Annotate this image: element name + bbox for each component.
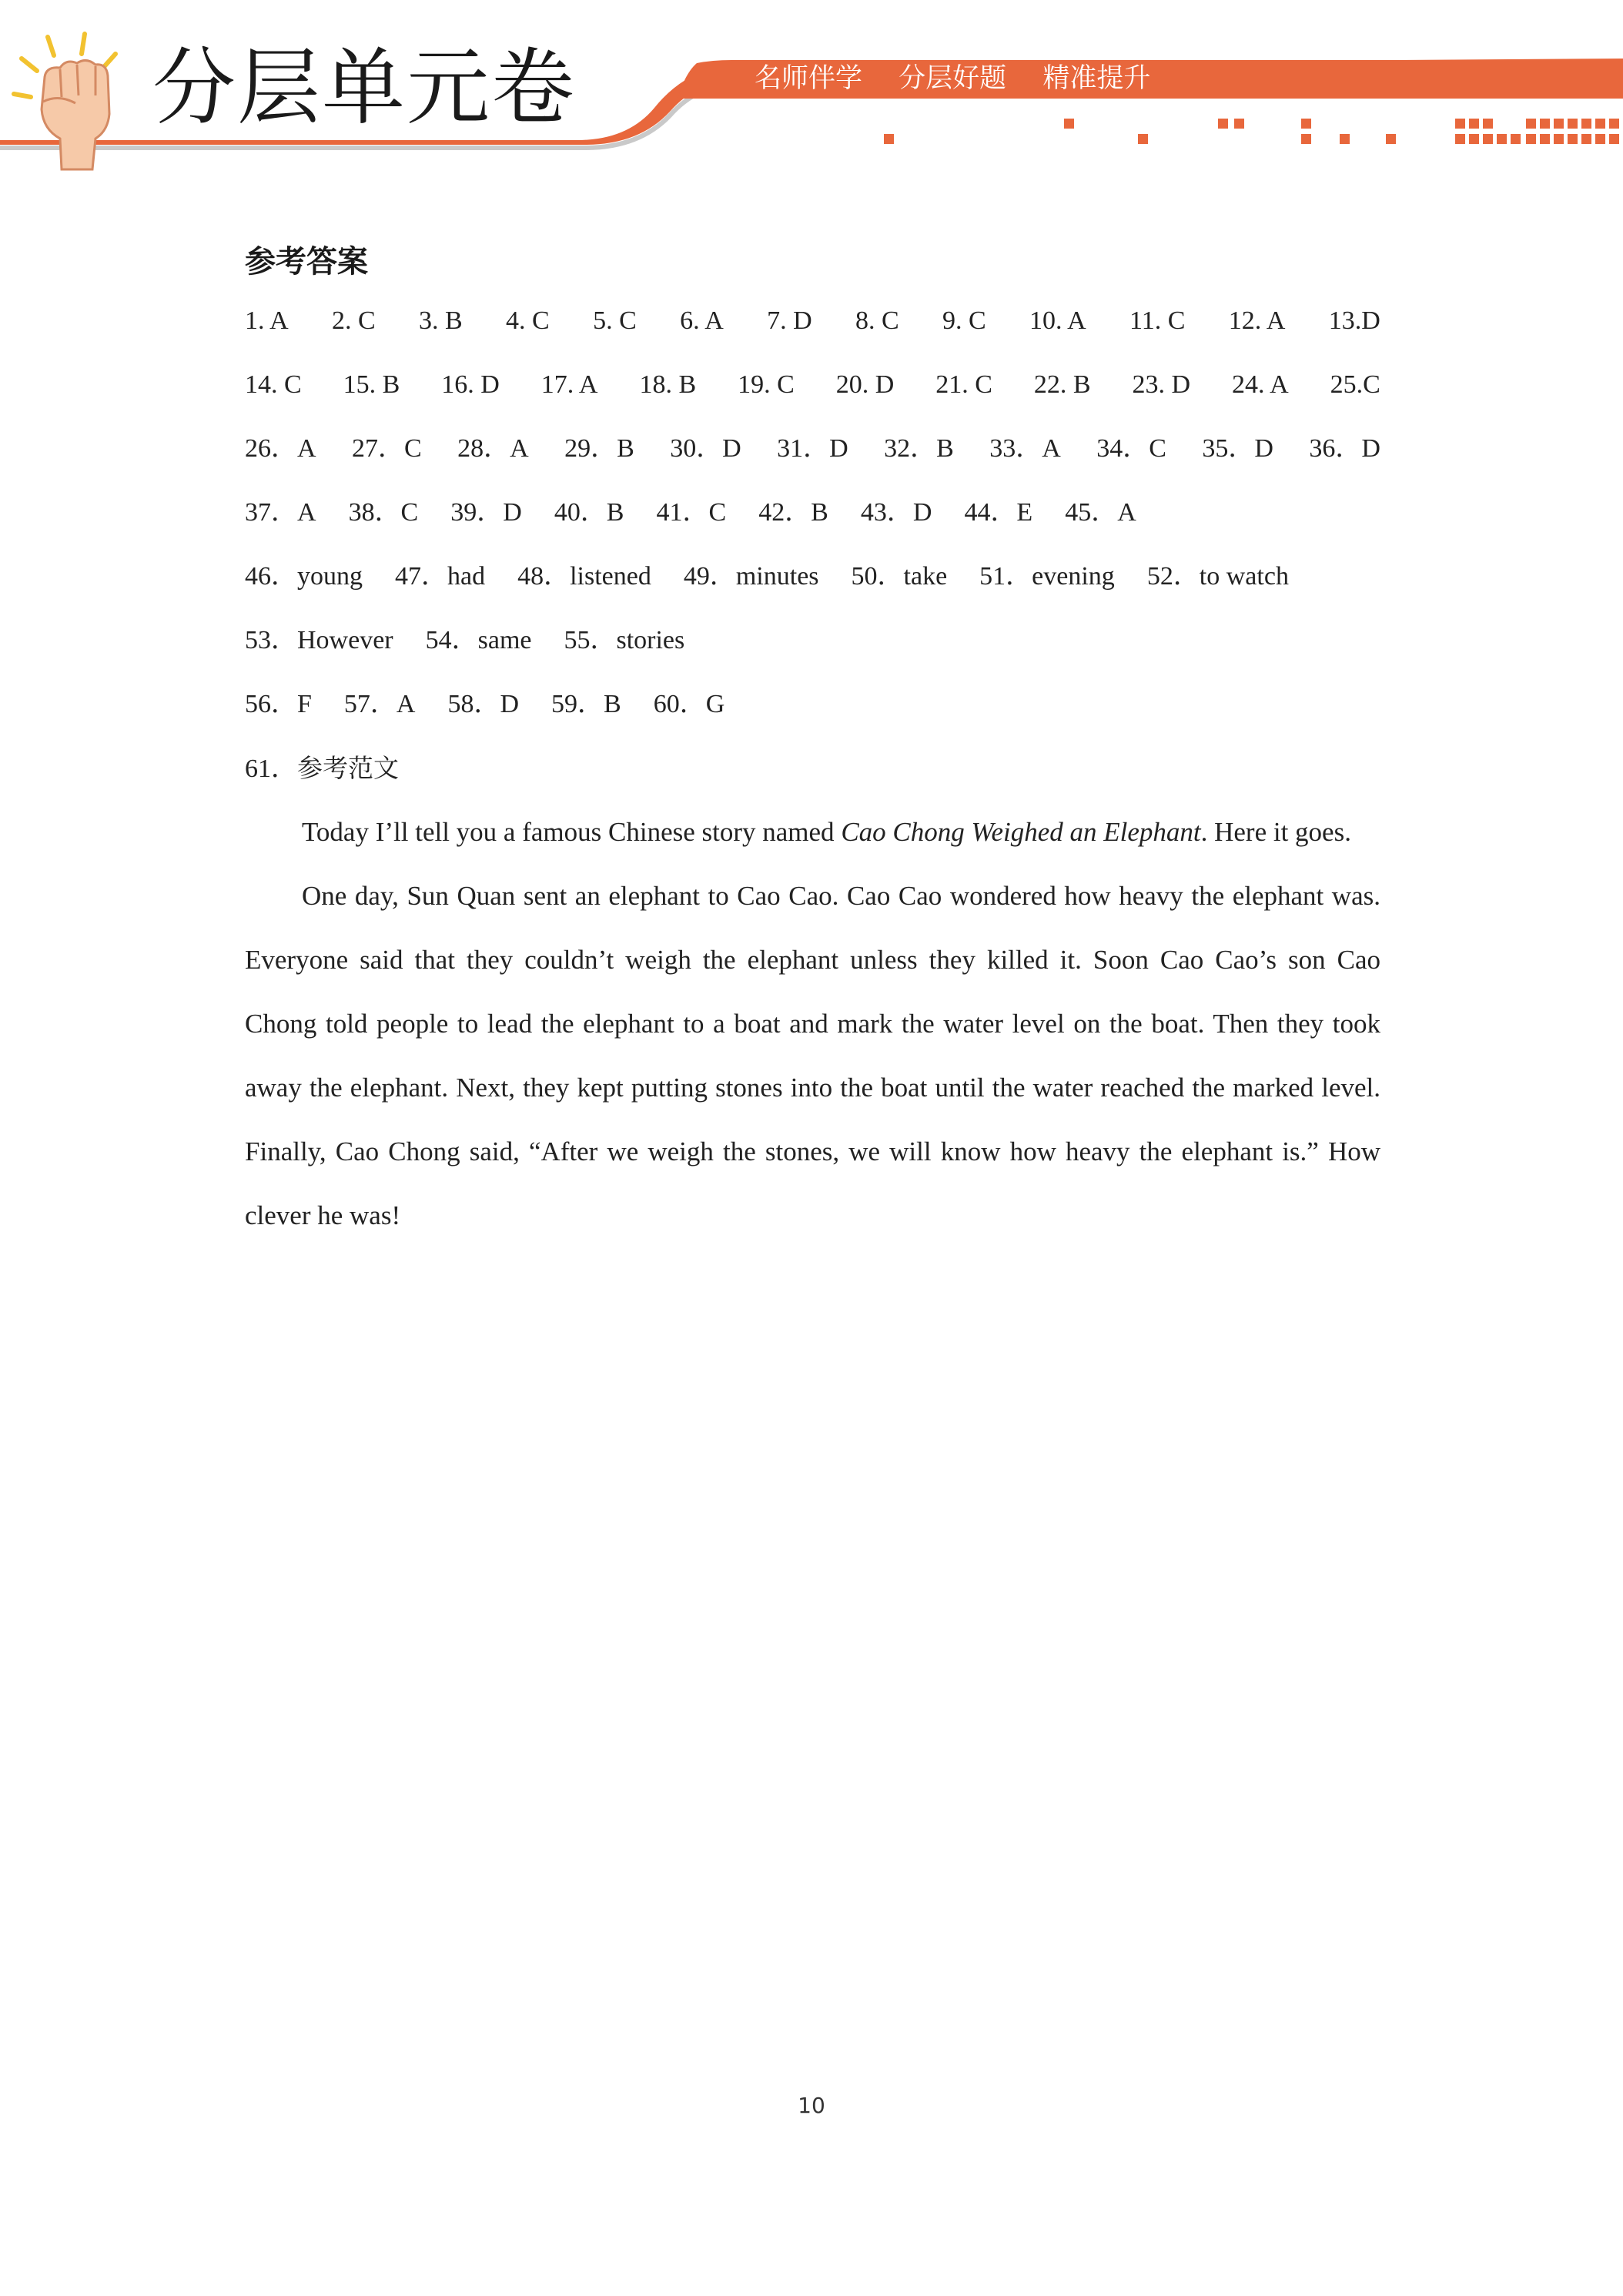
answer-item: 59．B [551,690,621,718]
essay-text: Today I’ll tell you a famous Chinese story named [302,817,842,847]
answer-item: 46．young [245,562,363,591]
answer-item: 11. C [1129,306,1186,335]
answer-row [245,672,1380,736]
answer-item: 43．D [860,498,932,527]
answer-content [245,235,1380,1247]
pixel-decoration [884,119,1619,144]
answer-item: 38．C [348,498,419,527]
answer-item: 60．G [653,690,725,718]
slogan-item: 精准提升 [1042,63,1151,94]
answer-item: 26．A [245,434,316,463]
answer-item: 37．A [245,498,316,527]
answer-item: 3. B [419,306,463,335]
answer-item: 56．F [245,690,312,718]
answer-item: 53．However [245,626,393,654]
answer-row [245,417,1380,480]
answer-item: 10. A [1029,306,1086,335]
page-number: 10 [798,2093,825,2118]
answer-item: 30．D [670,434,741,463]
answer-item: 40．B [554,498,624,527]
answer-item: 44．E [964,498,1033,527]
answer-item: 48．listened [517,562,651,591]
answer-item: 2. C [332,306,376,335]
answer-row [245,289,1380,353]
answer-item: 25.C [1330,370,1380,399]
answer-item: 18. B [639,370,697,399]
answer-item: 17. A [540,370,598,399]
essay-paragraph: One day, Sun Quan sent an elephant to Cao Cao. Cao Cao wondered how heavy the elephant was. Everyone said that they couldn’t weigh the elephant unless they killed it. Soon Cao Cao’s son Cao Chong told people to lead the elephant to a boat and mark the water level on the boat. Then they took away the elephant. Next, they kept putting stones into the boat until the water reached the marked level. Finally, Cao Chong said, “After we weigh the stones, we will know how heavy the elephant is.” How clever he was! [245,881,1380,1230]
answer-item: 41．C [656,498,727,527]
answer-item: 15. B [343,370,400,399]
answer-item: 22. B [1033,370,1091,399]
answer-item: 50．take [851,562,948,591]
answer-item: 21. C [935,370,992,399]
answer-item: 14. C [245,370,302,399]
answer-item: 54．same [425,626,532,654]
brand-title: 分层单元卷 [152,40,577,136]
answer-item: 31．D [777,434,848,463]
story-title: Cao Chong Weighed an Elephant [841,817,1201,847]
essay-label-text: 参考范文 [297,753,399,783]
answer-row [245,353,1380,417]
answer-item: 36．D [1309,434,1380,463]
answer-item: 34．C [1096,434,1166,463]
answer-item: 52．to watch [1146,562,1289,591]
slogan-item: 名师伴学 [755,63,863,94]
answer-item: 42．B [758,498,828,527]
answer-row [245,544,1380,608]
answer-item: 6. A [680,306,724,335]
answer-item: 49．minutes [683,562,819,591]
answer-item: 20. D [835,370,895,399]
answer-item: 47．had [395,562,486,591]
slogan-item: 分层好题 [899,63,1007,94]
answer-item: 1. A [245,306,289,335]
answer-item: 5. C [593,306,637,335]
fist-icon [0,23,139,177]
answer-item: 7. D [767,306,812,335]
page-header [0,0,1623,177]
answer-item: 51．evening [979,562,1115,591]
answer-item: 32．B [884,434,954,463]
answer-item: 28．A [457,434,529,463]
answer-item: 45．A [1065,498,1136,527]
essay-paragraph [245,800,1380,864]
answer-item: 58．D [447,690,520,718]
essay-text: . Here it goes. [1200,817,1351,847]
answer-item: 27．C [351,434,422,463]
answer-row [245,480,1380,544]
answer-item: 57．A [343,690,416,718]
answer-item: 55．stories [564,626,685,654]
answer-item: 33．A [989,434,1061,463]
answer-row [245,608,1380,672]
answer-item: 4. C [506,306,550,335]
essay-label [245,736,1380,800]
answer-item: 13.D [1328,306,1380,335]
header-slogan [755,60,1178,97]
answer-item: 24. A [1232,370,1289,399]
essay-number: 61． [245,755,297,783]
answer-item: 29．B [564,434,634,463]
answer-item: 9. C [942,306,986,335]
answer-item: 23. D [1132,370,1191,399]
section-title: 参考答案 [245,244,368,279]
answer-item: 39．D [450,498,522,527]
answer-item: 8. C [855,306,899,335]
answer-item: 16. D [441,370,500,399]
answer-item: 12. A [1228,306,1286,335]
answer-item: 35．D [1202,434,1273,463]
answer-item: 19. C [738,370,795,399]
